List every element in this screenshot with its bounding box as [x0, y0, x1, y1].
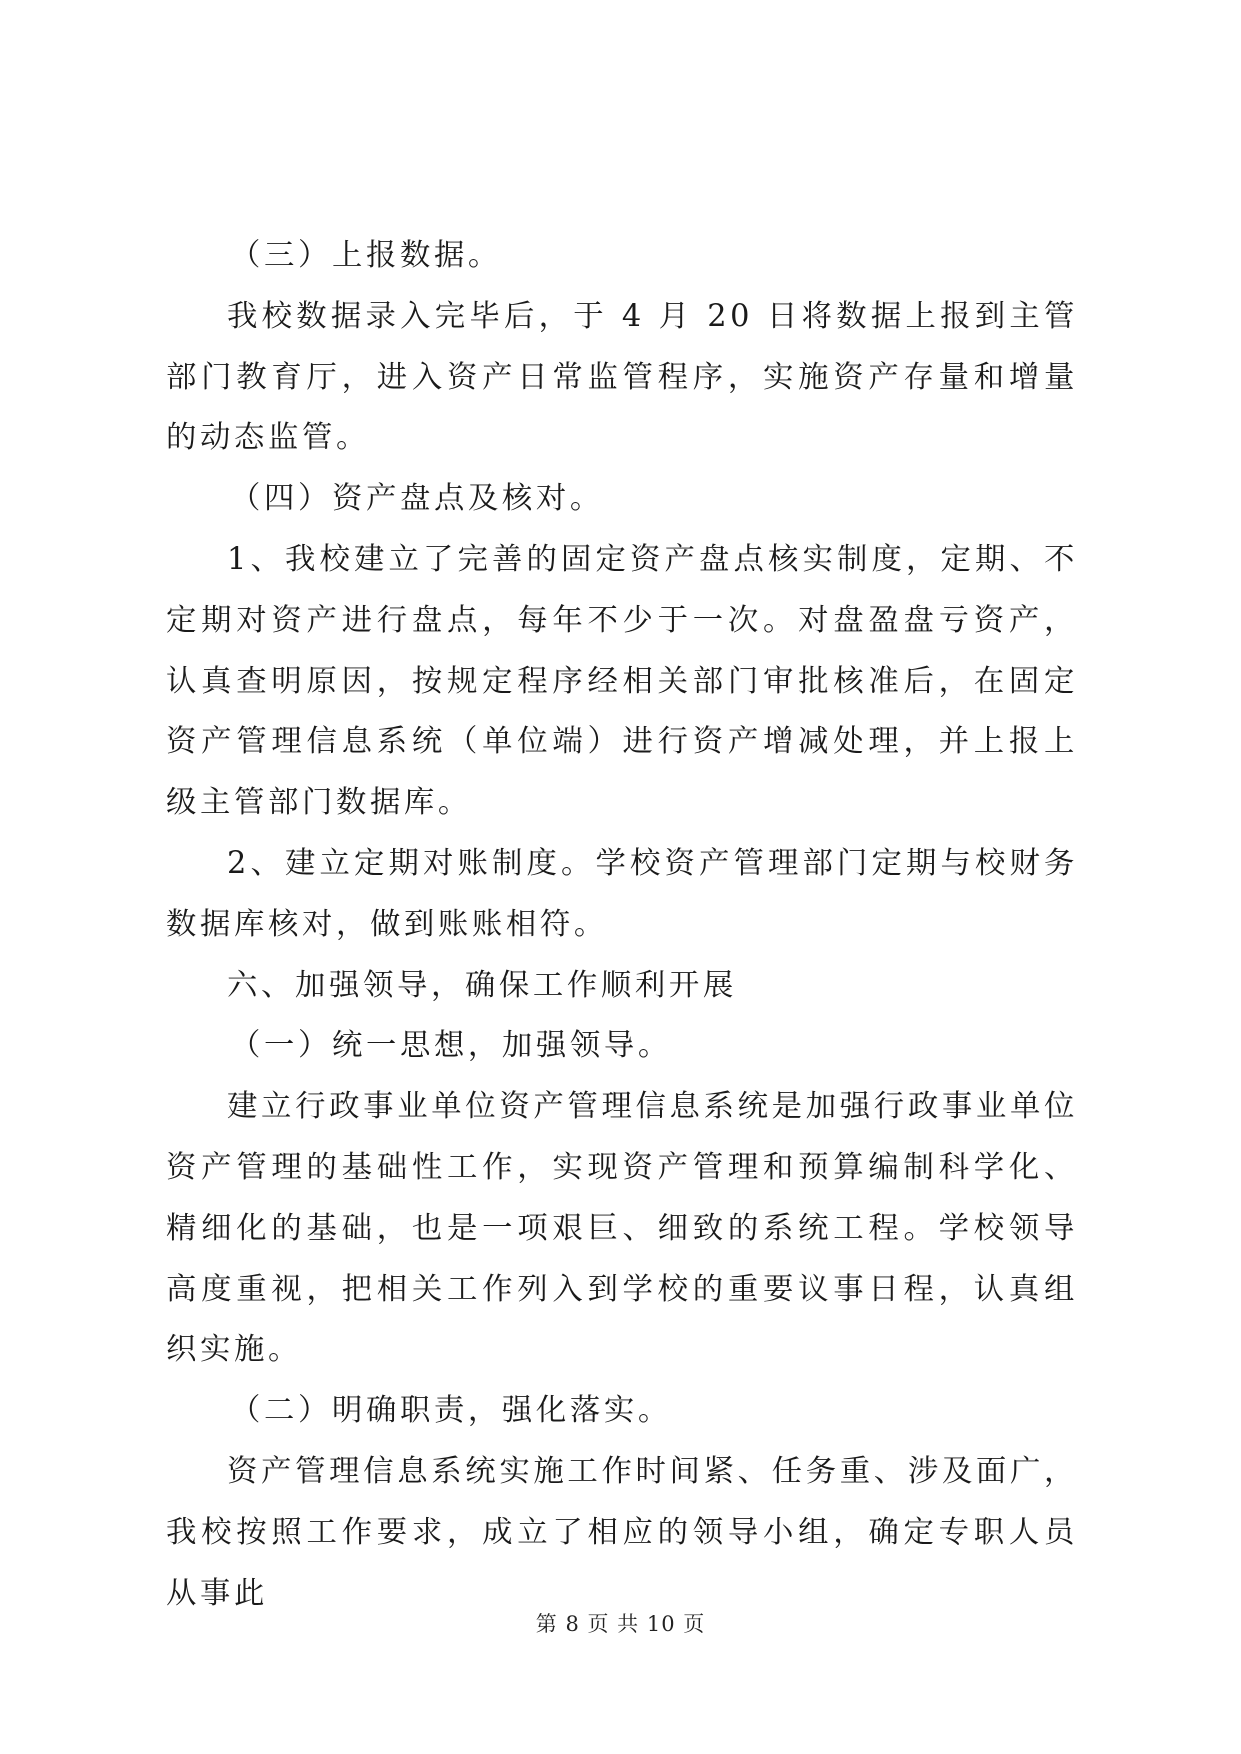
paragraph-reconciliation: 2、建立定期对账制度。学校资产管理部门定期与校财务数据库核对，做到账账相符。 [166, 845, 1078, 942]
section-heading-clarify-duties: （二）明确职责，强化落实。 [230, 1393, 672, 1429]
paragraph-clarify-duties: 资产管理信息系统实施工作时间紧、任务重、涉及面广，我校按照工作要求，成立了相应的领导小组，确定专职人员从事此 [166, 1453, 1078, 1611]
section-heading-report-data: （三）上报数据。 [230, 238, 502, 273]
section-heading-leadership: 六、加强领导，确保工作顺利开展 [227, 967, 737, 1003]
paragraph-inventory-system: 1、我校建立了完善的固定资产盘点核实制度，定期、不定期对资产进行盘点，每年不少于一次。对盘盈盘亏资产，认真查明原因，按规定程序经相关部门审批核准后，在固定资产管理信息系统（单位端）进行资产增减处理，并上报上级主管部门数据库。 [166, 541, 1078, 821]
paragraph-unify-thinking: 建立行政事业单位资产管理信息系统是加强行政事业单位资产管理的基础性工作，实现资产管理和预算编制科学化、精细化的基础，也是一项艰巨、细致的系统工程。学校领导高度重视，把相关工作列入到学校的重要议事日程，认真组织实施。 [166, 1089, 1078, 1368]
section-heading-asset-inventory: （四）资产盘点及核对。 [230, 481, 604, 517]
section-heading-unify-thinking: （一）统一思想，加强领导。 [230, 1028, 672, 1064]
page-number-footer: 第 8 页 共 10 页 [535, 1612, 706, 1636]
page-body [166, 226, 1078, 1624]
paragraph-report-data: 我校数据录入完毕后，于 4 月 20 日将数据上报到主管部门教育厅，进入资产日常监管程序，实施资产存量和增量的动态监管。 [166, 298, 1078, 456]
